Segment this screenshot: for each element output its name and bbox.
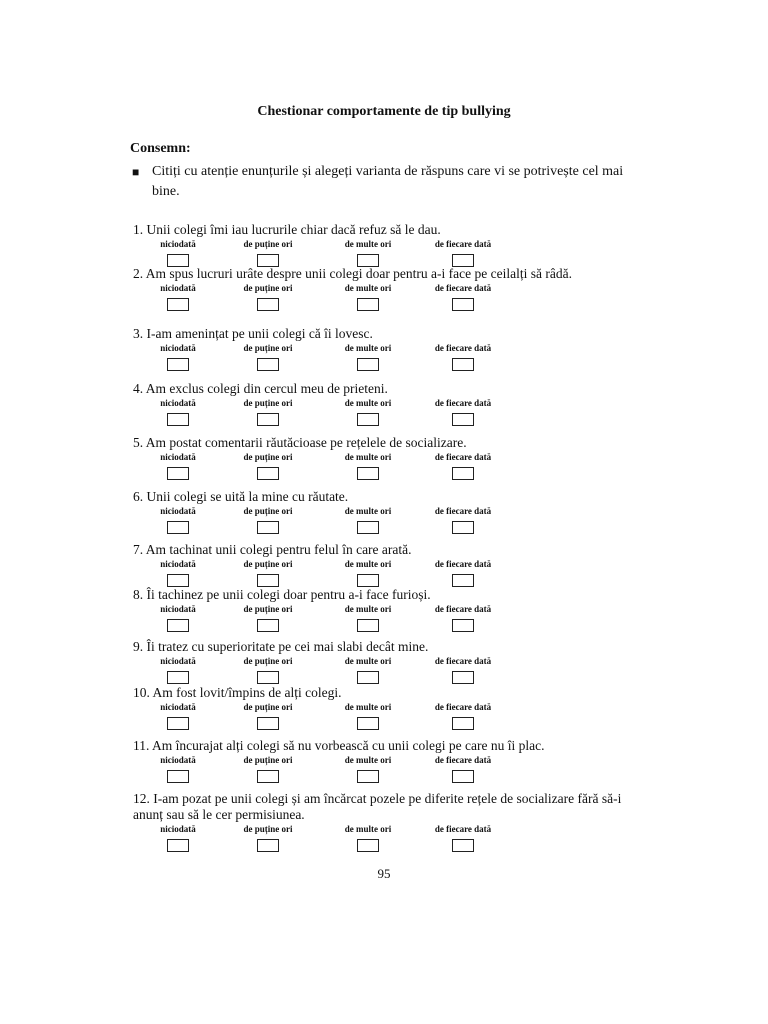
- question-text: 12. I-am pozat pe unii colegi și am încărcat pozele pe diferite rețele de socializare fără să-i anunț sau să le cer permisiunea.: [133, 791, 622, 822]
- page-number: 95: [377, 866, 391, 881]
- answer-checkbox[interactable]: [357, 839, 379, 852]
- option-label: de multe ori: [344, 824, 392, 834]
- answer-checkbox[interactable]: [357, 717, 379, 730]
- answer-option: [133, 558, 223, 587]
- option-label: de multe ori: [344, 283, 392, 293]
- option-label: de puține ori: [243, 506, 293, 516]
- question-text: 1. Unii colegi îmi iau lucrurile chiar dacă refuz să le dau.: [133, 222, 441, 237]
- answer-option: [418, 451, 508, 480]
- question-text: 11. Am încurajat alți colegi să nu vorbească cu unii colegi pe care nu îi plac.: [133, 738, 545, 753]
- option-label: de puține ori: [243, 656, 293, 666]
- option-label: de puține ori: [243, 755, 293, 765]
- answer-checkbox[interactable]: [167, 298, 189, 311]
- answer-option: [323, 701, 413, 730]
- answer-checkbox[interactable]: [452, 770, 474, 783]
- answer-checkbox[interactable]: [452, 358, 474, 371]
- answer-checkbox[interactable]: [167, 671, 189, 684]
- answer-option: [323, 754, 413, 783]
- answer-checkbox[interactable]: [257, 467, 279, 480]
- option-label: niciodată: [160, 702, 196, 712]
- question-text: 3. I-am amenințat pe unii colegi că îi lovesc.: [133, 326, 373, 341]
- answer-option: [133, 754, 223, 783]
- question-text: 9. Îi tratez cu superioritate pe cei mai slabi decât mine.: [133, 639, 429, 654]
- answer-checkbox[interactable]: [257, 717, 279, 730]
- option-label: de fiecare dată: [434, 755, 492, 765]
- question-text: 7. Am tachinat unii colegi pentru felul în care arată.: [133, 542, 412, 557]
- option-label: niciodată: [160, 398, 196, 408]
- question-item: [133, 639, 653, 689]
- option-label: de fiecare dată: [434, 559, 492, 569]
- answer-checkbox[interactable]: [357, 467, 379, 480]
- question-item: [133, 326, 653, 376]
- answer-option: [418, 505, 508, 534]
- answer-option: [133, 823, 223, 852]
- answer-option: [323, 238, 413, 267]
- answer-option: [323, 342, 413, 371]
- option-label: de multe ori: [344, 343, 392, 353]
- answer-checkbox[interactable]: [357, 358, 379, 371]
- option-label: niciodată: [160, 559, 196, 569]
- answer-option: [133, 701, 223, 730]
- answer-checkbox[interactable]: [257, 574, 279, 587]
- option-label: de fiecare dată: [434, 239, 492, 249]
- answer-option: [323, 505, 413, 534]
- answer-checkbox[interactable]: [167, 358, 189, 371]
- answer-checkbox[interactable]: [357, 298, 379, 311]
- question-item: [133, 542, 653, 592]
- answer-option: [418, 823, 508, 852]
- question-item: [133, 489, 653, 539]
- answer-options: [133, 282, 653, 316]
- answer-checkbox[interactable]: [167, 839, 189, 852]
- answer-checkbox[interactable]: [257, 671, 279, 684]
- answer-option: [418, 397, 508, 426]
- option-label: de multe ori: [344, 656, 392, 666]
- option-label: niciodată: [160, 239, 196, 249]
- option-label: niciodată: [160, 656, 196, 666]
- answer-checkbox[interactable]: [257, 770, 279, 783]
- option-label: de multe ori: [344, 604, 392, 614]
- answer-option: [223, 823, 313, 852]
- answer-option: [133, 603, 223, 632]
- answer-checkbox[interactable]: [167, 619, 189, 632]
- answer-checkbox[interactable]: [452, 574, 474, 587]
- answer-checkbox[interactable]: [357, 574, 379, 587]
- answer-checkbox[interactable]: [257, 413, 279, 426]
- option-label: de puține ori: [243, 559, 293, 569]
- answer-options: [133, 397, 653, 431]
- answer-option: [418, 603, 508, 632]
- option-label: de fiecare dată: [434, 604, 492, 614]
- answer-checkbox[interactable]: [357, 619, 379, 632]
- option-label: de puține ori: [243, 702, 293, 712]
- answer-options: [133, 603, 653, 637]
- answer-checkbox[interactable]: [167, 717, 189, 730]
- answer-checkbox[interactable]: [257, 298, 279, 311]
- option-label: de fiecare dată: [434, 343, 492, 353]
- answer-options: [133, 701, 653, 735]
- answer-checkbox[interactable]: [257, 839, 279, 852]
- answer-checkbox[interactable]: [452, 413, 474, 426]
- answer-checkbox[interactable]: [357, 413, 379, 426]
- answer-option: [323, 655, 413, 684]
- answer-checkbox[interactable]: [257, 619, 279, 632]
- answer-checkbox[interactable]: [167, 521, 189, 534]
- option-label: niciodată: [160, 506, 196, 516]
- option-label: de multe ori: [344, 559, 392, 569]
- answer-checkbox[interactable]: [167, 467, 189, 480]
- answer-options: [133, 505, 653, 539]
- answer-options: [133, 342, 653, 376]
- question-text: 8. Îi tachinez pe unii colegi doar pentru a-i face furioși.: [133, 587, 431, 602]
- option-label: de multe ori: [344, 452, 392, 462]
- answer-option: [133, 451, 223, 480]
- question-item: [133, 381, 653, 431]
- answer-checkbox[interactable]: [257, 521, 279, 534]
- option-label: de multe ori: [344, 239, 392, 249]
- answer-option: [223, 505, 313, 534]
- answer-options: [133, 655, 653, 689]
- answer-option: [418, 701, 508, 730]
- option-label: de fiecare dată: [434, 506, 492, 516]
- answer-option: [323, 823, 413, 852]
- question-text: 5. Am postat comentarii răutăcioase pe rețelele de socializare.: [133, 435, 467, 450]
- question-text: 2. Am spus lucruri urâte despre unii colegi doar pentru a-i face pe ceilalți să râdă.: [133, 266, 572, 281]
- option-label: de fiecare dată: [434, 656, 492, 666]
- answer-option: [133, 505, 223, 534]
- option-label: de puține ori: [243, 343, 293, 353]
- answer-option: [323, 397, 413, 426]
- answer-option: [223, 397, 313, 426]
- answer-option: [223, 342, 313, 371]
- answer-option: [223, 754, 313, 783]
- option-label: niciodată: [160, 824, 196, 834]
- bullet-icon: ■: [132, 165, 140, 179]
- answer-option: [133, 282, 223, 311]
- option-label: de multe ori: [344, 398, 392, 408]
- answer-option: [223, 655, 313, 684]
- answer-checkbox[interactable]: [452, 717, 474, 730]
- answer-checkbox[interactable]: [357, 770, 379, 783]
- instruction-text: Citiți cu atenție enunțurile și alegeți varianta de răspuns care vi se potrivește cel mai bine.: [152, 164, 624, 199]
- answer-checkbox[interactable]: [452, 839, 474, 852]
- question-item: [133, 587, 653, 637]
- question-item: [133, 222, 653, 272]
- answer-option: [133, 655, 223, 684]
- consemn-label: Consemn:: [130, 141, 191, 156]
- answer-checkbox[interactable]: [452, 521, 474, 534]
- question-item: [133, 791, 653, 857]
- answer-option: [223, 282, 313, 311]
- answer-checkbox[interactable]: [452, 298, 474, 311]
- page-title: Chestionar comportamente de tip bullying: [257, 104, 511, 119]
- answer-checkbox[interactable]: [257, 358, 279, 371]
- answer-checkbox[interactable]: [452, 467, 474, 480]
- option-label: de puține ori: [243, 452, 293, 462]
- question-item: [133, 685, 653, 735]
- option-label: de multe ori: [344, 755, 392, 765]
- answer-options: [133, 823, 653, 857]
- option-label: niciodată: [160, 604, 196, 614]
- answer-option: [418, 282, 508, 311]
- option-label: de multe ori: [344, 702, 392, 712]
- answer-option: [223, 238, 313, 267]
- question-item: [133, 266, 653, 316]
- question-text: 4. Am exclus colegi din cercul meu de prieteni.: [133, 381, 388, 396]
- question-item: [133, 435, 653, 485]
- answer-checkbox[interactable]: [357, 671, 379, 684]
- answer-option: [418, 754, 508, 783]
- option-label: de fiecare dată: [434, 398, 492, 408]
- option-label: de fiecare dată: [434, 702, 492, 712]
- answer-option: [418, 558, 508, 587]
- answer-option: [133, 342, 223, 371]
- answer-option: [223, 558, 313, 587]
- answer-option: [223, 701, 313, 730]
- option-label: de puține ori: [243, 239, 293, 249]
- answer-option: [323, 451, 413, 480]
- question-item: [133, 738, 653, 788]
- answer-option: [323, 282, 413, 311]
- answer-option: [223, 603, 313, 632]
- option-label: niciodată: [160, 283, 196, 293]
- answer-option: [323, 558, 413, 587]
- answer-option: [133, 397, 223, 426]
- answer-checkbox[interactable]: [357, 521, 379, 534]
- option-label: niciodată: [160, 343, 196, 353]
- option-label: de fiecare dată: [434, 283, 492, 293]
- option-label: de multe ori: [344, 506, 392, 516]
- option-label: niciodată: [160, 452, 196, 462]
- answer-option: [323, 603, 413, 632]
- answer-option: [223, 451, 313, 480]
- answer-options: [133, 451, 653, 485]
- answer-checkbox[interactable]: [167, 413, 189, 426]
- answer-option: [133, 238, 223, 267]
- option-label: de fiecare dată: [434, 824, 492, 834]
- option-label: de fiecare dată: [434, 452, 492, 462]
- option-label: de puține ori: [243, 604, 293, 614]
- answer-checkbox[interactable]: [452, 671, 474, 684]
- answer-checkbox[interactable]: [452, 619, 474, 632]
- answer-option: [418, 342, 508, 371]
- question-text: 6. Unii colegi se uită la mine cu răutate.: [133, 489, 349, 504]
- instruction: [132, 162, 632, 202]
- option-label: niciodată: [160, 755, 196, 765]
- option-label: de puține ori: [243, 283, 293, 293]
- answer-options: [133, 754, 653, 788]
- option-label: de puține ori: [243, 398, 293, 408]
- option-label: de puține ori: [243, 824, 293, 834]
- question-text: 10. Am fost lovit/împins de alți colegi.: [133, 685, 342, 700]
- answer-option: [418, 238, 508, 267]
- answer-checkbox[interactable]: [167, 770, 189, 783]
- answer-checkbox[interactable]: [167, 574, 189, 587]
- answer-option: [418, 655, 508, 684]
